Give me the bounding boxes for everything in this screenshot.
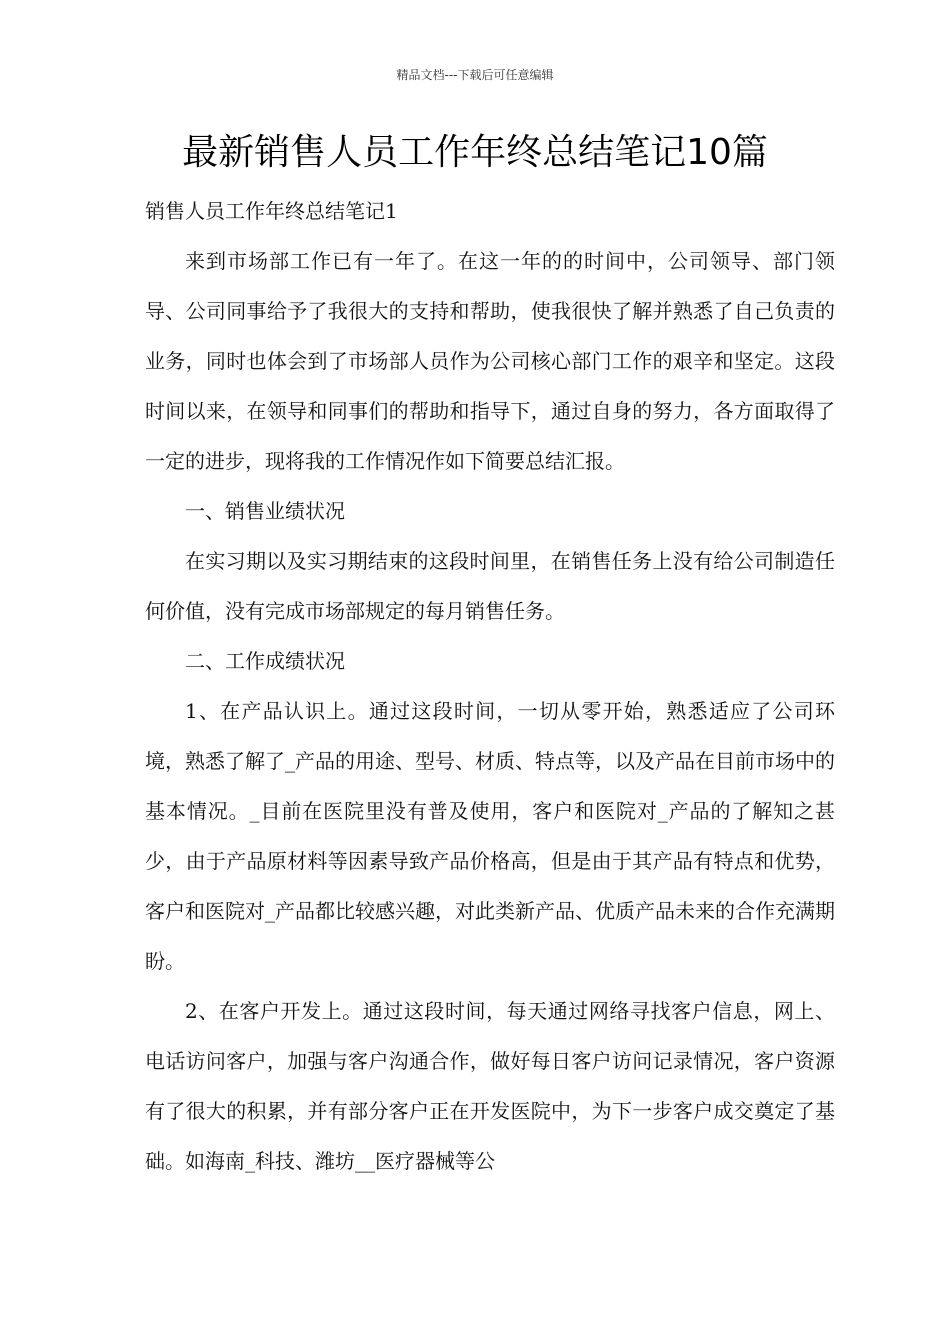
product-knowledge-paragraph: 1、在产品认识上。通过这段时间，一切从零开始，熟悉适应了公司环境，熟悉了解了_产品的用途、型号、材质、特点等，以及产品在目前市场中的基本情况。_目前在医院里没有普及使用，客户和医院对_产品的了解知之甚少，由于产品原材料等因素导致产品价格高，但是由于其产品有特点和优势，客户和医院对_产品都比较感兴趣，对此类新产品、优质产品未来的合作充满期盼。 [145,699,835,973]
sales-performance-paragraph: 在实习期以及实习期结束的这段时间里，在销售任务上没有给公司制造任何价值，没有完成市场部规定的每月销售任务。 [145,549,835,623]
customer-development-paragraph: 2、在客户开发上。通过这段时间，每天通过网络寻找客户信息，网上、电话访问客户，加强与客户沟通合作，做好每日客户访问记录情况，客户资源有了很大的积累，并有部分客户正在开发医院中，为下一步客户成交奠定了基础。如海南_科技、潍坊__医疗器械等公 [145,999,835,1173]
document-body [145,186,835,1186]
intro-paragraph: 来到市场部工作已有一年了。在这一年的的时间中，公司领导、部门领导、公司同事给予了我很大的支持和帮助，使我很快了解并熟悉了自己负责的业务，同时也体会到了市场部人员作为公司核心部门工作的艰辛和坚定。这段时间以来，在领导和同事们的帮助和指导下，通过自身的努力，各方面取得了一定的进步，现将我的工作情况作如下简要总结汇报。 [145,249,835,473]
heading-work-results: 二、工作成绩状况 [185,649,345,673]
document-title: 最新销售人员工作年终总结笔记10篇 [182,132,768,173]
heading-sales-performance: 一、销售业绩状况 [185,499,345,523]
section-title: 销售人员工作年终总结笔记1 [145,199,398,223]
header-note: 精品文档---下载后可任意编辑 [396,68,554,82]
